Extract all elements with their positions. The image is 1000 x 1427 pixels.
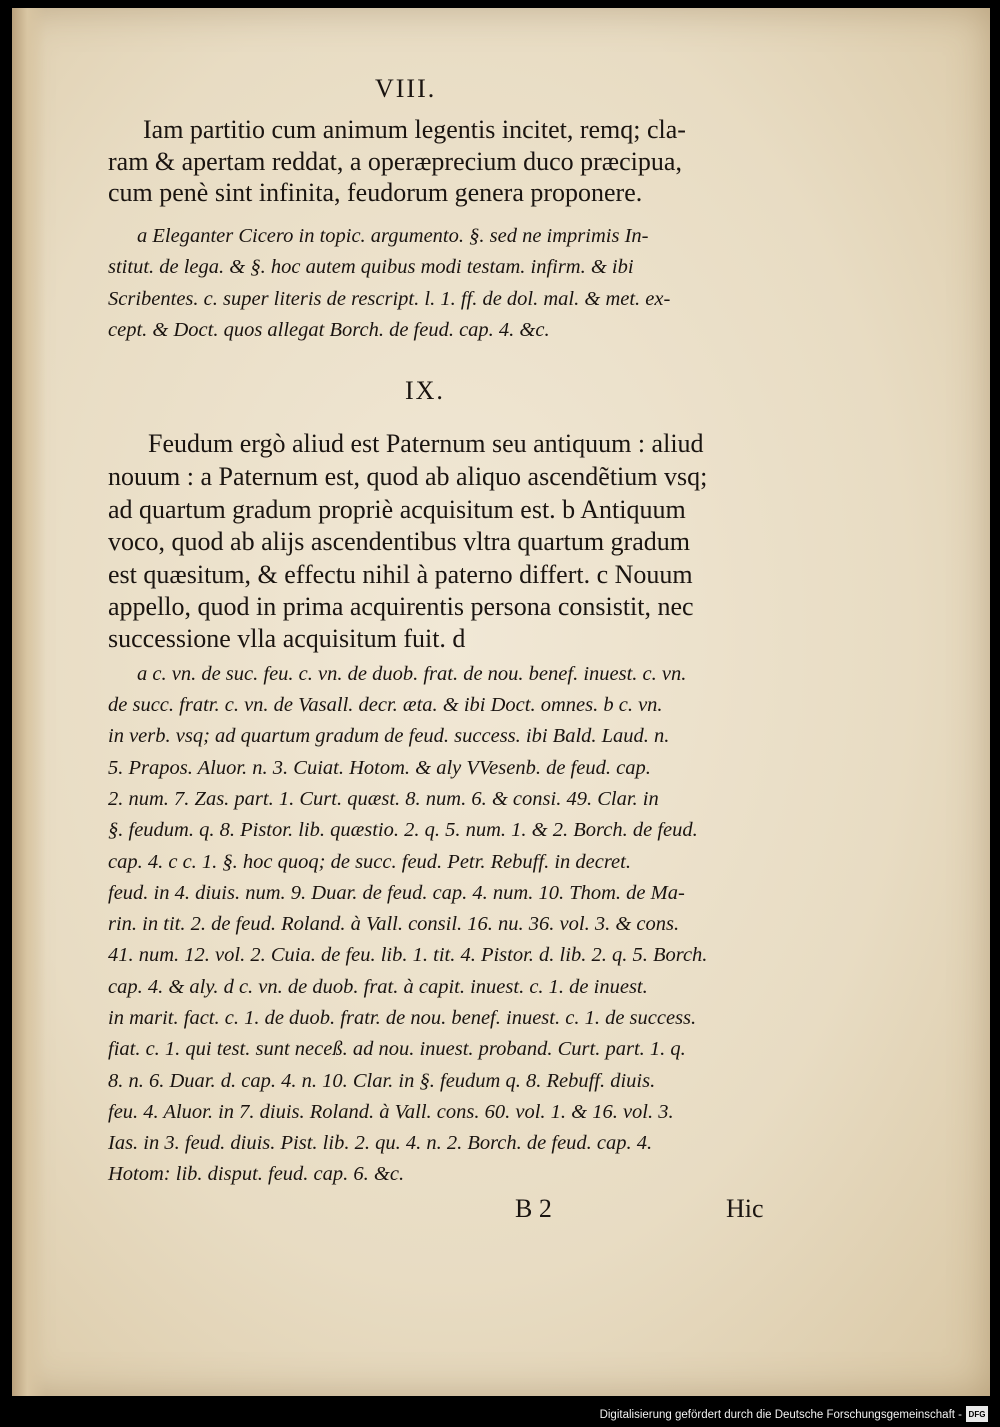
note-line: cept. & Doct. quos allegat Borch. de feud. cap. 4. &c. <box>108 319 550 341</box>
body-line: voco, quod ab alijs ascendentibus vltra quartum gradum <box>108 527 690 556</box>
note-line: stitut. de lega. & §. hoc autem quibus modi testam. infirm. & ibi <box>108 256 634 278</box>
body-line: successione vlla acquisitum fuit. d <box>108 624 466 653</box>
signature-mark: B 2 <box>515 1194 552 1223</box>
note-line: cap. 4. c c. 1. §. hoc quoq; de succ. feud. Petr. Rebuff. in decret. <box>108 851 631 873</box>
body-line: Iam partitio cum animum legentis incitet, remq; cla- <box>143 115 686 144</box>
note-line: Ias. in 3. feud. diuis. Pist. lib. 2. qu. 4. n. 2. Borch. de feud. cap. 4. <box>108 1132 653 1154</box>
note-line: §. feudum. q. 8. Pistor. lib. quæstio. 2. q. 5. num. 1. & 2. Borch. de feud. <box>108 819 698 841</box>
note-line: fiat. c. 1. qui test. sunt neceß. ad nou. inuest. proband. Curt. part. 1. q. <box>108 1038 686 1060</box>
note-line: in marit. fact. c. 1. de duob. fratr. de nou. benef. inuest. c. 1. de success. <box>108 1007 697 1029</box>
page-gutter-shadow <box>12 8 46 1396</box>
body-line: appello, quod in prima acquirentis persona consistit, nec <box>108 592 694 621</box>
note-line: de succ. fratr. c. vn. de Vasall. decr. æta. & ibi Doct. omnes. b c. vn. <box>108 694 663 716</box>
note-line: in verb. vsq; ad quartum gradum de feud. success. ibi Bald. Laud. n. <box>108 725 670 747</box>
note-line: a Eleganter Cicero in topic. argumento. §. sed ne imprimis In- <box>137 225 649 247</box>
body-line: ad quartum gradum propriè acquisitum est. b Antiquum <box>108 495 686 524</box>
note-line: feu. 4. Aluor. in 7. diuis. Roland. à Vall. cons. 60. vol. 1. & 16. vol. 3. <box>108 1101 674 1123</box>
body-line: est quæsitum, & effectu nihil à paterno differt. c Nouum <box>108 560 693 589</box>
credit-text: Digitalisierung gefördert durch die Deutsche Forschungsgemeinschaft - <box>599 1409 962 1421</box>
section-heading-ix: IX. <box>405 376 445 405</box>
note-line: feud. in 4. diuis. num. 9. Duar. de feud. cap. 4. num. 10. Thom. de Ma- <box>108 882 685 904</box>
note-line: Hotom: lib. disput. feud. cap. 6. &c. <box>108 1163 405 1185</box>
note-line: 8. n. 6. Duar. d. cap. 4. n. 10. Clar. in §. feudum q. 8. Rebuff. diuis. <box>108 1070 656 1092</box>
body-line: Feudum ergò aliud est Paternum seu antiquum : aliud <box>148 429 704 458</box>
body-line: ram & apertam reddat, a operæprecium duco præcipua, <box>108 147 682 176</box>
body-line: nouum : a Paternum est, quod ab aliquo ascendẽtium vsq; <box>108 462 708 491</box>
note-line: 41. num. 12. vol. 2. Cuia. de feu. lib. 1. tit. 4. Pistor. d. lib. 2. q. 5. Borch. <box>108 944 708 966</box>
note-line: cap. 4. & aly. d c. vn. de duob. frat. à capit. inuest. c. 1. de inuest. <box>108 976 648 998</box>
note-line: a c. vn. de suc. feu. c. vn. de duob. frat. de nou. benef. inuest. c. vn. <box>137 663 687 685</box>
note-line: rin. in tit. 2. de feud. Roland. à Vall. consil. 16. nu. 36. vol. 3. & cons. <box>108 913 680 935</box>
note-line: Scribentes. c. super literis de rescript. l. 1. ff. de dol. mal. & met. ex- <box>108 288 671 310</box>
note-line: 5. Prapos. Aluor. n. 3. Cuiat. Hotom. & aly VVesenb. de feud. cap. <box>108 757 651 779</box>
dfg-logo-icon: DFG <box>966 1406 988 1422</box>
catchword: Hic <box>726 1194 764 1223</box>
body-line: cum penè sint infinita, feudorum genera proponere. <box>108 178 643 207</box>
section-heading-viii: VIII. <box>375 74 437 103</box>
note-line: 2. num. 7. Zas. part. 1. Curt. quæst. 8. num. 6. & consi. 49. Clar. in <box>108 788 659 810</box>
